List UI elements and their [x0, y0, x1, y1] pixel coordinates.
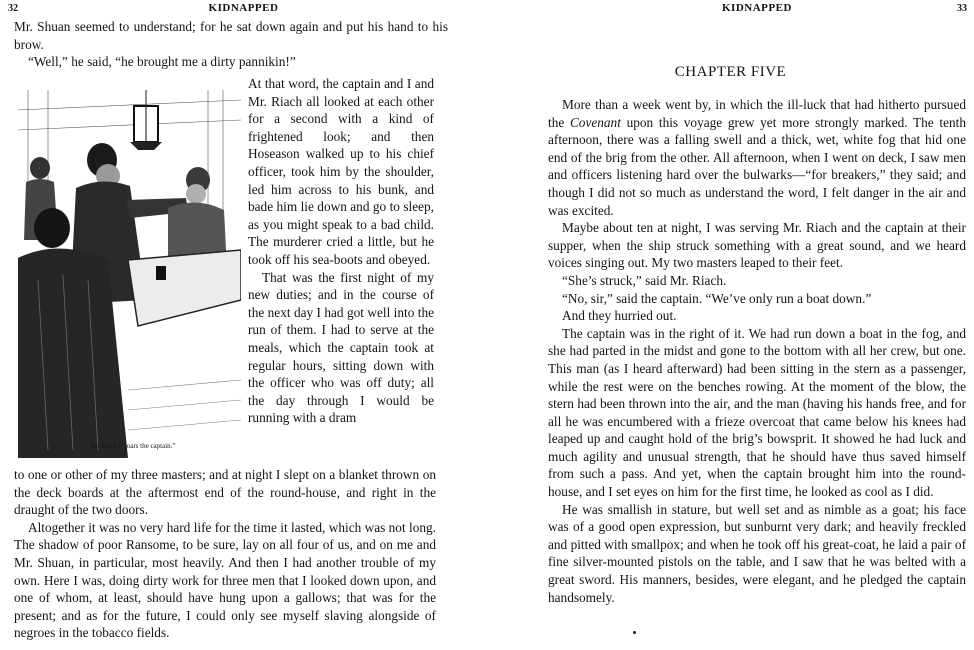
page-number-right: 33	[957, 3, 967, 14]
page-number-left: 32	[8, 3, 18, 14]
paragraph: And they hurried out.	[562, 308, 677, 324]
paragraph: “No, sir,” said the captain. “We’ve only run a boat down.”	[562, 290, 872, 306]
left-bottom-text	[14, 466, 436, 642]
paragraph: “She’s struck,” said Mr. Riach.	[562, 272, 727, 288]
illustration-caption: “ ‘Sit down !’ roars the captain.”	[84, 442, 176, 450]
paragraph: Mr. Shuan seemed to understand; for he sat down again and put his hand to his brow.	[14, 19, 448, 52]
paragraph: The captain was in the right of it. We had run down a boat in the fog, and she had parted in the midst and gone to the bottom with all her crew, but one. This man (as I heard afterward) had been sitting in the stern as a passenger, while the rest were on the benches rowing. At the moment of the blow, the stern had been thrown into the air, and the man (having his hands free, and for all he was encumbered with a frieze overcoat that came below his knees had leaped up and caught hold of the brig’s bowsprit. It showed he had luck and much agility and unusual strength, that he should have thus saved himself from such a pass. And yet, when the captain brought him into the round-house, and I set eyes on him for the first time, he looked as cool as I did.	[548, 325, 966, 500]
right-page	[487, 0, 974, 650]
left-top-text	[14, 18, 448, 71]
ship-name: Covenant	[569, 114, 621, 130]
running-head-right: KIDNAPPED	[722, 2, 792, 14]
print-speck	[633, 631, 636, 634]
paragraph: Maybe about ten at night, I was serving Mr. Riach and the captain at their supper, when the ship struck something with a great sound, and we heard voices singing out. My two masters leaped to their feet.	[548, 220, 966, 271]
paragraph: At that word, the captain and I and Mr. Riach all looked at each other for a second with a kind of frightened look; and then Hoseason walked up to his chief officer, took him by the shoulder, led him across to his bunk, and bade him lie down and go to sleep, as you might speak to a bad child. The murderer cried a little, but he took off his sea-boots and obeyed.	[248, 76, 434, 267]
illustration	[18, 90, 241, 458]
left-wrap-text	[248, 75, 434, 427]
paragraph: to one or other of my three masters; and at night I slept on a blanket thrown on the deck boards at the aftermost end of the round-house, and right in the draught of the two doors.	[14, 467, 436, 518]
chapter-title: CHAPTER FIVE	[674, 64, 787, 80]
right-text	[548, 96, 966, 606]
paragraph: More than a week went by, in which the ill-luck that had hitherto pursued the Covenant upon this voyage grew yet more strongly marked. The tenth afternoon, there was a falling swell and a thick, wet, white fog that hid one end of the brig from the other. All afternoon, when I went on deck, I saw men and officers listening hard over the bulwarks—“for breakers,” they said; and though I did not so much as understand the word, I felt danger in the air and was excited.	[548, 97, 966, 218]
running-head-left: KIDNAPPED	[208, 2, 279, 14]
paragraph: Altogether it was no very hard life for the time it lasted, which was not long. The shadow of poor Ransome, to be sure, lay on all four of us, and on me and Mr. Shuan, in particular, most heavily. And then I had another trouble of my own. Here I was, doing dirty work for three men that I looked down upon, and one of whom, at least, should have hung upon a gallows; that was for the present; and as for the future, I could only see myself slaving alongside of negroes in the tobacco fields.	[14, 519, 436, 641]
paragraph: That was the first night of my new duties; and in the course of the next day I had got well into the run of them. I had to serve at the meals, which the captain took at regular hours, sitting down with the officer who was off duty; all the day through I would be running with a dram	[248, 269, 434, 426]
paragraph: “Well,” he said, “he brought me a dirty pannikin!”	[28, 54, 296, 70]
paragraph: He was smallish in stature, but well set and as nimble as a goat; his face was of a good open expression, but sunburnt very dark; and heavily freckled and pitted with smallpox; and when he took off his great-coat, he laid a pair of fine silver-mounted pistols on the table, and I saw that he was belted with a great sword. His manners, besides, were elegant, and he pledged the captain handsomely.	[548, 501, 966, 605]
